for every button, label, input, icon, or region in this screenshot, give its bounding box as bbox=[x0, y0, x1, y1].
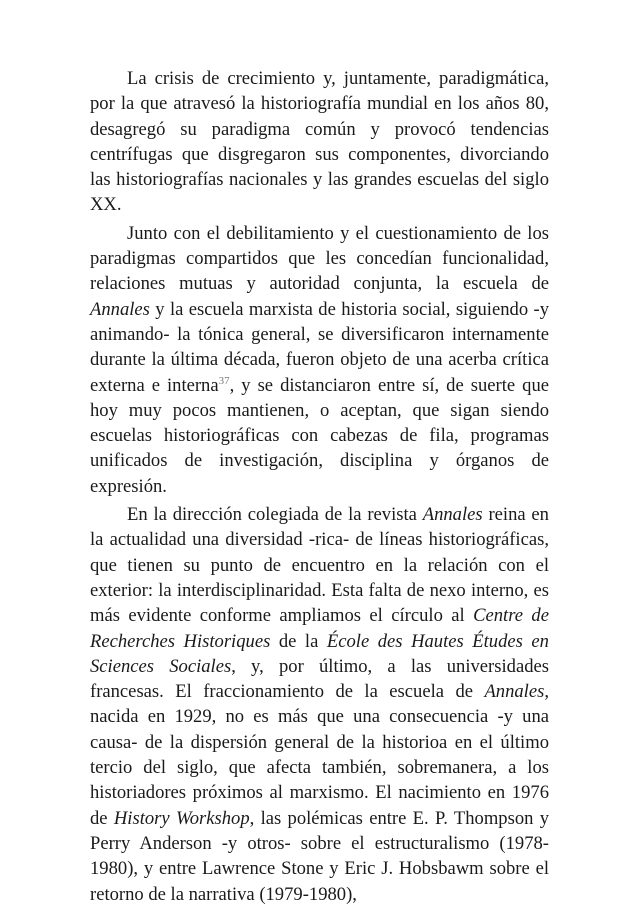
italic-title: Centre de Recherches Historiques bbox=[90, 605, 549, 652]
text-run: , las polémicas entre E. P. Thompson y Perry Anderson -y otros- sobre el estructuralismo (1978-1980), y entre Lawrence Stone y Eric J. Hobsbawm sobre el retorno de la narrativa (1979-1980), bbox=[90, 807, 550, 905]
text-run: de la bbox=[270, 630, 327, 652]
text-run: En la dirección colegiada de la revista bbox=[127, 504, 423, 526]
text-run: , y, por último, a las universidades francesas. El fraccionamiento de la escuela de bbox=[90, 655, 549, 703]
text-run: , nacida en 1929, no es más que una consecuencia -y una causa- de la dispersión general de la historioa en el último tercio del siglo, que afecta también, sobremanera, a los historiadores próximos al marxismo. El nacimiento en 1976 de bbox=[90, 681, 549, 829]
italic-title: Annales bbox=[90, 298, 150, 320]
text-run: Junto con el debilitamiento y el cuestionamiento de los paradigmas compartidos que les concedían funcionalidad, relaciones mutuas y autoridad conjunta, la escuela de bbox=[90, 222, 549, 295]
text-run: reina en la actualidad una diversidad -rica- de líneas historiográficas, que tienen su punto de encuentro en la relación con el exterior: la interdisciplinaridad. Esta falta de nexo interno, es más evidente conforme ampliamos el círculo al bbox=[90, 504, 549, 627]
paragraph-3 bbox=[90, 502, 549, 907]
text-run: y la escuela marxista de historia social, siguiendo -y animando- la tónica general, se diversificaron internamente durante la última década, fueron objeto de una acerba crítica externa e interna bbox=[90, 298, 549, 396]
text-run: , y se distanciaron entre sí, de suerte que hoy muy pocos mantienen, o aceptan, que sigan siendo escuelas historiográficas con cabezas de fila, programas unificados de investigación, disciplina y órganos de expresión. bbox=[90, 374, 549, 497]
paragraph-2 bbox=[90, 221, 549, 499]
italic-title: Annales bbox=[484, 681, 545, 703]
italic-title: École des Hautes Études en Sciences Sociales bbox=[90, 630, 549, 677]
italic-title: History Workshop bbox=[113, 807, 250, 829]
paragraph-1 bbox=[90, 66, 549, 218]
text-run: La crisis de crecimiento y, juntamente, paradigmática, por la que atravesó la historiografía mundial en los años 80, desagregó su paradigma común y provocó tendencias centrífugas que disgregaron sus componentes, divorciando las historiografías nacionales y las grandes escuelas del siglo XX. bbox=[90, 68, 549, 216]
italic-title: Annales bbox=[422, 504, 483, 526]
footnote-reference: 37 bbox=[218, 374, 230, 387]
